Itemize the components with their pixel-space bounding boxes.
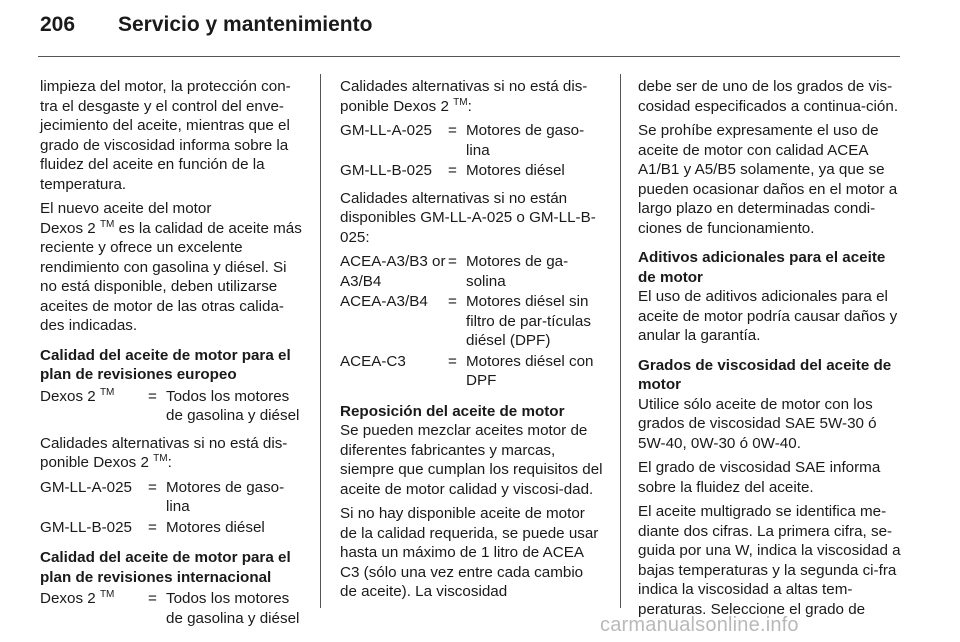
spec-value: Todos los motores de gasolina y diésel [166, 387, 300, 424]
page-number: 206 [40, 13, 76, 36]
spec-key: ACEA-A3/B4 [340, 293, 428, 310]
section-heading: Aditivos adicionales para el aceite de motor [638, 249, 886, 286]
trademark: TM [99, 218, 115, 230]
paragraph: Se pueden mezclar aceites motor de diferentes fabricantes y marcas, siempre que cumplan los requisitos del aceite de motor calidad y viscosi-dad. [340, 422, 603, 498]
spec-key: Dexos 2 ™ [40, 386, 115, 405]
section-heading: Calidad del aceite de motor para el plan de revisiones internacional [40, 549, 291, 586]
spec-value: Motores de gaso-lina [166, 478, 285, 515]
paragraph [40, 199, 303, 336]
spec-equals: = [448, 122, 457, 139]
paragraph: Calidades alternativas si no está dis-ponible Dexos 2 ™: [340, 78, 588, 115]
watermark: carmanualsonline.info [600, 614, 799, 636]
paragraph: Si no hay disponible aceite de motor de la calidad requerida, se puede usar hasta un máximo de 1 litro de ACEA C3 (sólo una vez entre cada cambio de aceite). La viscosidad [340, 505, 599, 600]
spec-equals: = [448, 253, 457, 270]
page-title: Servicio y mantenimiento [118, 13, 373, 36]
paragraph: Se prohíbe expresamente el uso de aceite de motor con calidad ACEA A1/B1 y A5/B5 solamente, ya que se pueden ocasionar daños en el motor a largo plazo en determinadas condi-ciones de funcionamiento. [638, 122, 898, 237]
paragraph: limpieza del motor, la protección con-tra el desgaste y el control del enve-jecimiento del aceite, mientras que el grado de viscosidad informa sobre la fluidez del aceite en función de la temperatura. [40, 78, 291, 193]
section-heading: Grados de viscosidad del aceite de motor [638, 356, 892, 393]
spec-equals: = [448, 293, 457, 310]
spec-equals: = [448, 162, 457, 179]
spec-table [40, 478, 303, 539]
paragraph: El uso de aditivos adicionales para el aceite de motor podría causar daños y anular la garantía. [638, 288, 898, 344]
spec-equals: = [448, 352, 457, 370]
spec-value: Motores diésel [166, 518, 265, 536]
page-header [40, 13, 372, 47]
paragraph: Calidades alternativas si no están disponibles GM-LL-A-025 o GM-LL-B-025: [340, 189, 596, 246]
text: es la calidad de aceite más reciente y ofrece un excelente rendimiento con gasolina y diésel. Si no está disponible, deben utilizarse aceites de motor de las otras calida-des indicadas. [40, 219, 302, 334]
column-divider-1 [320, 74, 321, 608]
spec-table [40, 387, 303, 427]
column-divider-2 [620, 74, 621, 608]
text: Dexos 2 [40, 219, 96, 237]
spec-table [340, 252, 603, 392]
spec-value: Motores de ga-solina [466, 253, 569, 290]
spec-table [40, 589, 303, 629]
spec-key: GM-LL-A-025 [40, 478, 133, 496]
column-3 [638, 77, 901, 624]
spec-value: Todos los motores de gasolina y diésel [166, 590, 300, 627]
column-2 [340, 77, 603, 607]
section-heading: Reposición del aceite de motor [340, 402, 565, 420]
paragraph: debe ser de uno de los grados de vis-cosidad especificados a continua-ción. [638, 78, 899, 115]
spec-key: Dexos 2 ™ [40, 588, 115, 607]
spec-value: Motores de gaso-lina [466, 122, 585, 159]
spec-key: GM-LL-A-025 [340, 122, 433, 139]
spec-value: Motores diésel [466, 162, 565, 179]
spec-key: GM-LL-B-025 [40, 518, 133, 536]
spec-value: Motores diésel sin filtro de par-tículas diésel (DPF) [466, 293, 591, 349]
spec-equals: = [148, 478, 157, 496]
paragraph: Utilice sólo aceite de motor con los grados de viscosidad SAE 5W-30 ó 5W-40, 0W-30 ó 0W-40. [638, 395, 877, 452]
spec-key: ACEA-C3 [340, 352, 406, 370]
column-1 [40, 77, 303, 636]
spec-equals: = [148, 518, 157, 536]
spec-equals: = [148, 590, 157, 607]
text: El nuevo aceite del motor [40, 200, 212, 217]
paragraph: El aceite multigrado se identifica me-diante dos cifras. La primera cifra, se-guida por una W, indica la viscosidad a bajas temperaturas y la segunda ci-fra indica la viscosidad a altas tem-peraturas. Seleccione el grado de [638, 503, 901, 618]
paragraph: Calidades alternativas si no está dis-ponible Dexos 2 ™: [40, 434, 288, 471]
paragraph: El grado de viscosidad SAE informa sobre la fluidez del aceite. [638, 459, 881, 496]
spec-value: Motores diésel con DPF [466, 352, 594, 389]
spec-table [340, 121, 603, 182]
spec-equals: = [148, 387, 157, 405]
spec-key: ACEA-A3/B3 or A3/B4 [340, 253, 446, 290]
spec-key: GM-LL-B-025 [340, 162, 433, 179]
header-rule [38, 56, 900, 57]
section-heading: Calidad del aceite de motor para el plan de revisiones europeo [40, 346, 291, 383]
